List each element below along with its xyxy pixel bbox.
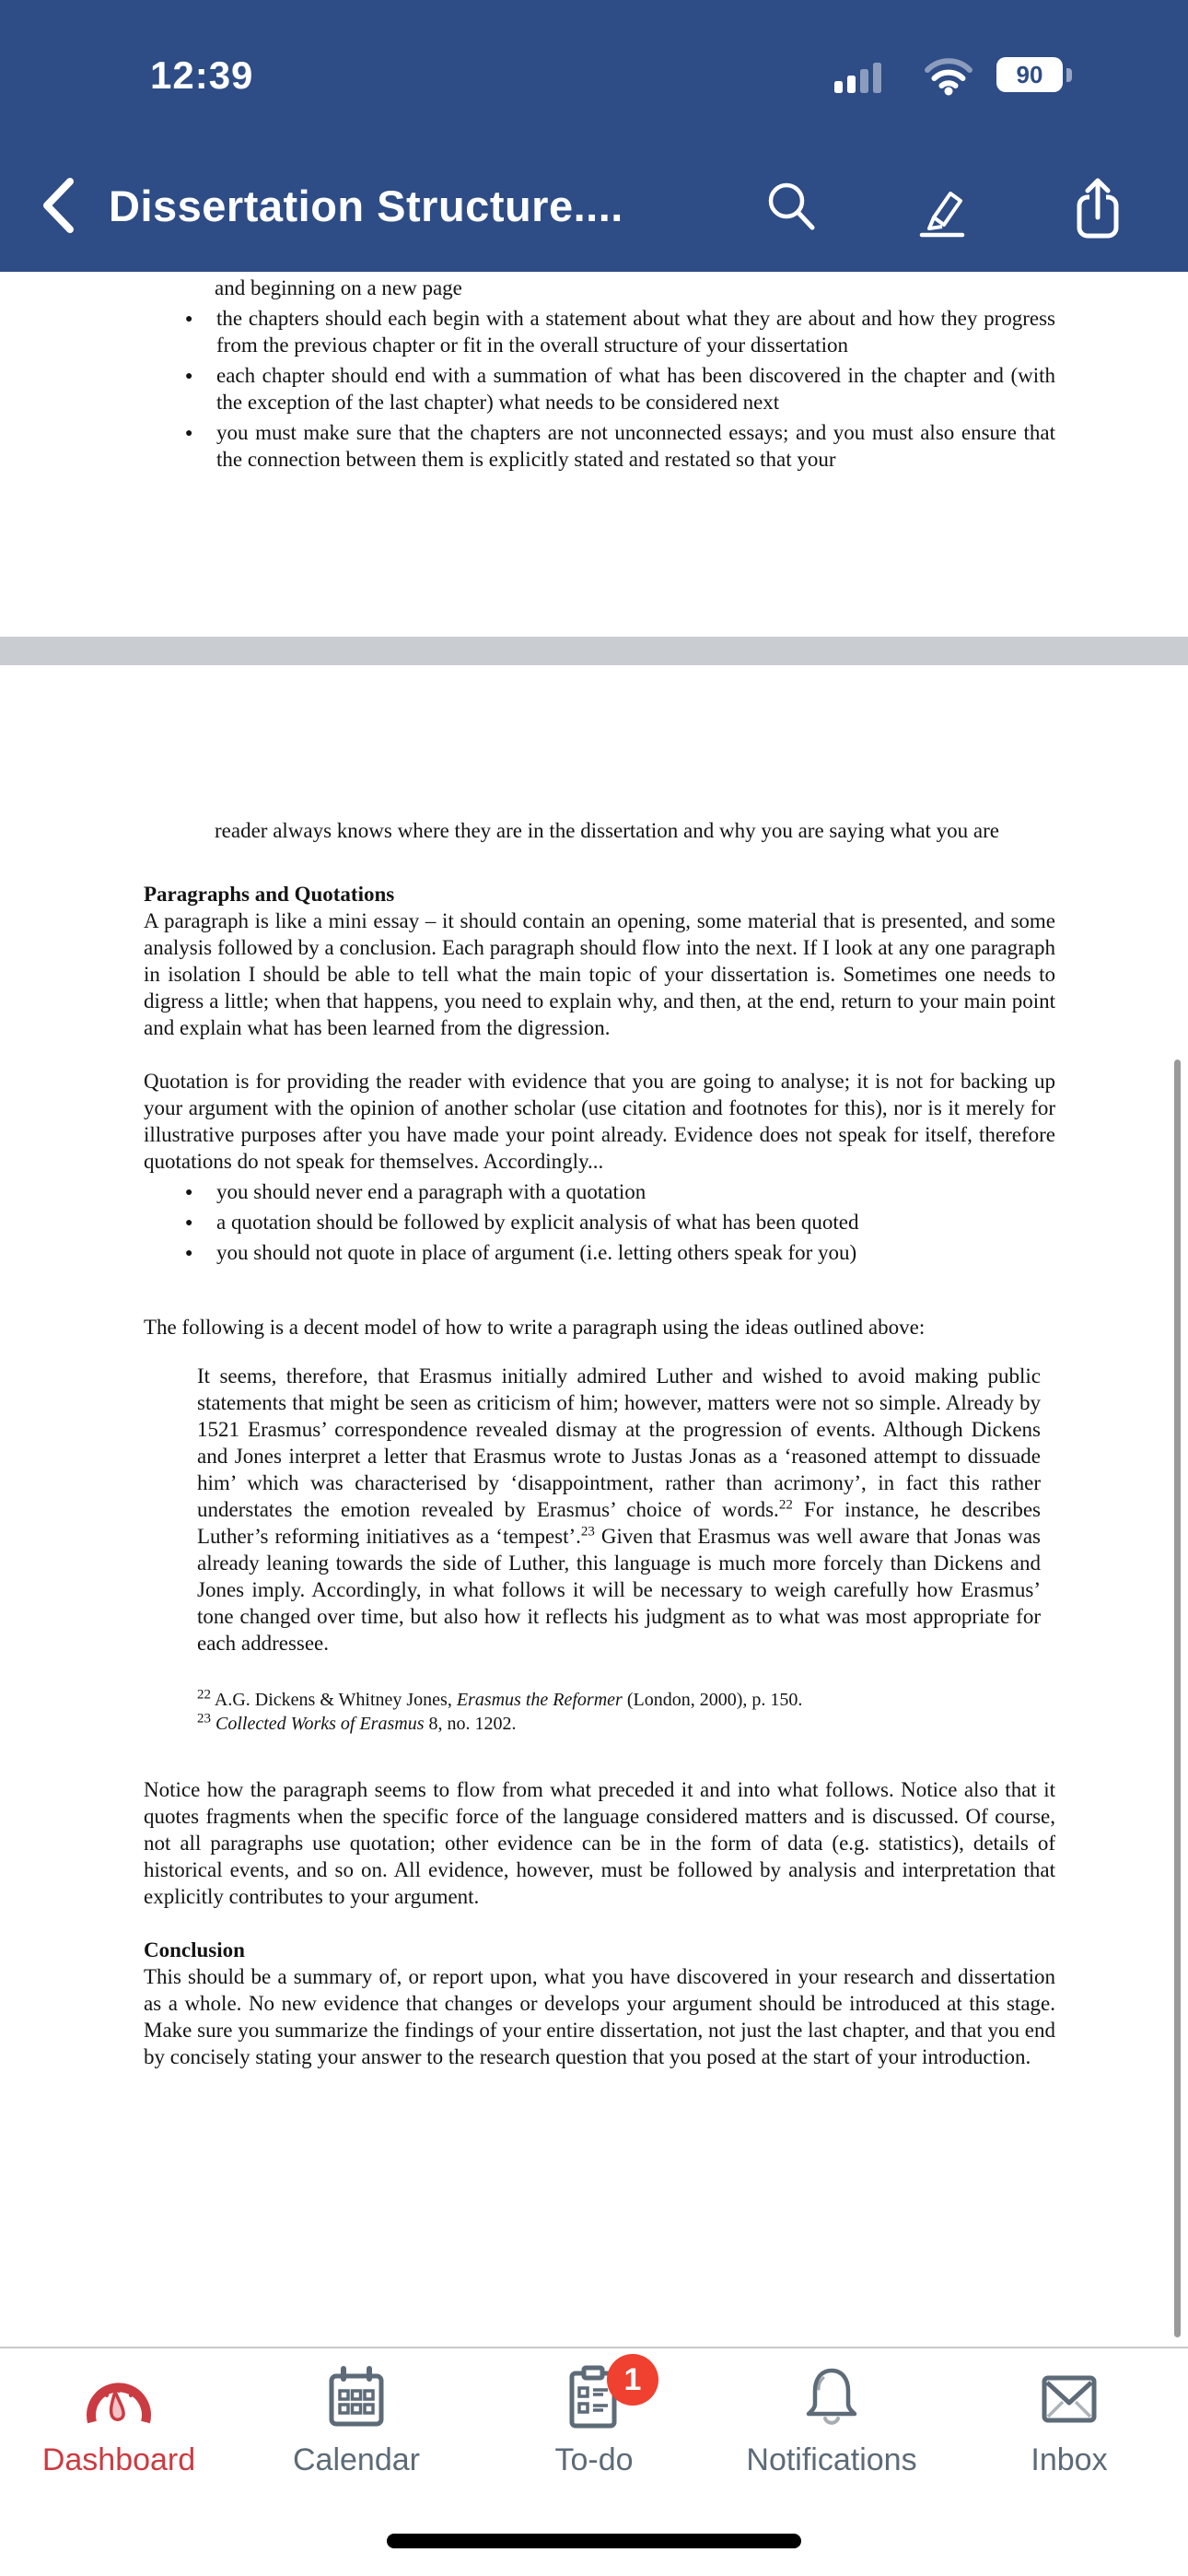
status-time: 12:39 (150, 53, 254, 97)
paragraph: A paragraph is like a mini essay – it should contain an opening, some material that is presented, and some analysis followed by a conclusion. Each paragraph should flow into the next. If I look at any one paragraph in isolation I should be able to tell what the main topic of your dissertation is. Sometimes one needs to digress a little; when that happens, you need to explain why, and then, at the end, return to your main point and explain what has been learned from the digression. (144, 909, 1055, 1039)
share-icon[interactable] (1065, 175, 1131, 241)
inbox-envelope-icon (1036, 2365, 1102, 2431)
tab-calendar[interactable] (238, 2348, 475, 2514)
model-paragraph (197, 1363, 1041, 1657)
tab-dashboard[interactable] (0, 2348, 238, 2514)
tab-notifications[interactable] (713, 2348, 950, 2514)
footnote-title: Collected Works of Erasmus (215, 1714, 425, 1734)
model-text: It seems, therefore, that Erasmus initially admired Luther and wished to avoid making public statements that might be seen as criticism of him; however, matters were not so simple. Already by 1521 Erasmus’ correspondence revealed dismay at the progression of events. Although Dickens and Jones interpret a letter that Erasmus wrote to Justas Jonas as a ‘reasoned attempt to dissuade him’ which was characterised by ‘disappointment, rather than acrimony’, in fact this rather understates the emotion revealed by Erasmus’ choice of words. (197, 1364, 1041, 1521)
tab-inbox[interactable] (950, 2348, 1188, 2514)
todo-icon-wrap (561, 2361, 642, 2431)
list-item: ● each chapter should end with a summation of what has been discovered in the chapter and (with the exception of the last chapter) what needs to be considered next (144, 362, 1055, 416)
bullet-continuation-line: and beginning on a new page (215, 276, 462, 299)
footnote-text: A.G. Dickens & Whitney Jones, (211, 1690, 457, 1710)
pdf-page-1-fragment (144, 275, 1055, 473)
document-viewer[interactable] (0, 272, 1188, 2347)
page-title: Dissertation Structure.... (109, 181, 623, 230)
calendar-icon (323, 2365, 390, 2431)
footnote-text: (London, 2000), p. 150. (622, 1690, 803, 1710)
model-text: Given that Erasmus was well aware that Jonas was already leaning towards the side of Luther, this language is much more forcely than Dickens and Jones imply. Accordingly, in what follows it will be necessary to weigh carefully how Erasmus’ tone changed over time, but also how it reflects his judgment as to what was most appropriate for each addressee. (197, 1525, 1041, 1655)
chapter-bullet-list (144, 305, 1055, 473)
cellular-signal-icon (834, 59, 884, 94)
intro-line: The following is a decent model of how to write a paragraph using the ideas outlined above: (144, 1316, 926, 1339)
paragraph: This should be a summary of, or report upon, what you have discovered in your research and dissertation as a whole. No new evidence that changes or develops your argument should be introduced at this stage. Make sure you summarize the findings of your entire dissertation, not just the last chapter, and that you end by concisely stating your answer to the research question that you posed at the start of your introduction. (144, 1965, 1055, 2068)
tab-label: Inbox (1031, 2442, 1108, 2477)
app-bar (0, 0, 1188, 272)
tab-label: Notifications (746, 2442, 917, 2477)
footnote-title: Erasmus the Reformer (456, 1690, 623, 1710)
footnotes-block (197, 1688, 1055, 1736)
todo-badge: 1 (607, 2354, 658, 2406)
tab-label: To-do (554, 2442, 634, 2477)
bullet-continuation-line: reader always knows where they are in the dissertation and why you are saying what you are (215, 819, 999, 842)
dashboard-icon-wrap (85, 2363, 153, 2431)
dashboard-gauge-icon (85, 2372, 153, 2431)
battery-percent: 90 (1016, 60, 1043, 88)
quotation-bullet-list (144, 1178, 1055, 1266)
notifications-bell-icon (798, 2363, 865, 2431)
list-item: ● you must make sure that the chapters are not unconnected essays; and you must also ensure that the connection between them is explicitly stated and restated so that your (144, 419, 1055, 473)
scrollbar[interactable] (1174, 1060, 1181, 2337)
footnote-ref-23: 23 (580, 1524, 595, 1540)
list-item: ● a quotation should be followed by explicit analysis of what has been quoted (144, 1209, 1055, 1235)
battery-icon (996, 57, 1063, 92)
paragraph: Notice how the paragraph seems to flow from what preceded it and into what follows. Notice also that it quotes fragments when the specific force of the language considered matters and is discussed. Of course, not all paragraphs use quotation; other evidence can be in the form of data (e.g. statistics), details of historical events, and so on. All evidence, however, must be followed by analysis and interpretation that explicitly contributes to your argument. (144, 1778, 1055, 1908)
wifi-icon (923, 55, 974, 96)
page-separator-band (0, 637, 1188, 665)
search-icon[interactable] (761, 175, 821, 236)
footnote-22 (197, 1688, 1055, 1712)
home-indicator[interactable] (387, 2534, 801, 2548)
list-item: ● you should not quote in place of argument (i.e. letting others speak for you) (144, 1239, 1055, 1266)
battery-cap (1066, 68, 1072, 82)
paragraph: Quotation is for providing the reader with evidence that you are going to analyse; it is not for backing up your argument with the opinion of another scholar (use citation and footnotes for this), nor is it merely for illustrative purposes after you have made your point already. Evidence does not speak for itself, therefore quotations do not speak for themselves. Accordingly... (144, 1070, 1055, 1173)
tab-label: Calendar (293, 2442, 420, 2477)
footnote-marker: 22 (197, 1687, 211, 1703)
list-item: ● the chapters should each begin with a statement about what they are about and how they progress from the previous chapter or fit in the overall structure of your dissertation (144, 305, 1055, 358)
calendar-icon-wrap (323, 2363, 390, 2431)
model-text: For instance, he describes Luther’s reforming initiatives as a ‘tempest’. (197, 1498, 1041, 1548)
section-heading-paragraphs: Paragraphs and Quotations (144, 883, 395, 906)
footnote-ref-22: 22 (778, 1497, 793, 1513)
footnote-text: 8, no. 1202. (424, 1714, 517, 1734)
footnote-23 (197, 1712, 1055, 1736)
notifications-icon-wrap (798, 2363, 865, 2431)
inbox-icon-wrap (1036, 2363, 1102, 2431)
list-item: ● you should never end a paragraph with a quotation (144, 1178, 1055, 1205)
highlighter-icon[interactable] (910, 175, 974, 240)
pdf-page-2 (144, 817, 1055, 2070)
tab-todo[interactable] (475, 2348, 713, 2514)
tab-label: Dashboard (41, 2442, 196, 2477)
section-heading-conclusion: Conclusion (144, 1938, 245, 1961)
back-chevron-icon[interactable] (39, 175, 77, 236)
footnote-marker: 23 (197, 1711, 211, 1727)
